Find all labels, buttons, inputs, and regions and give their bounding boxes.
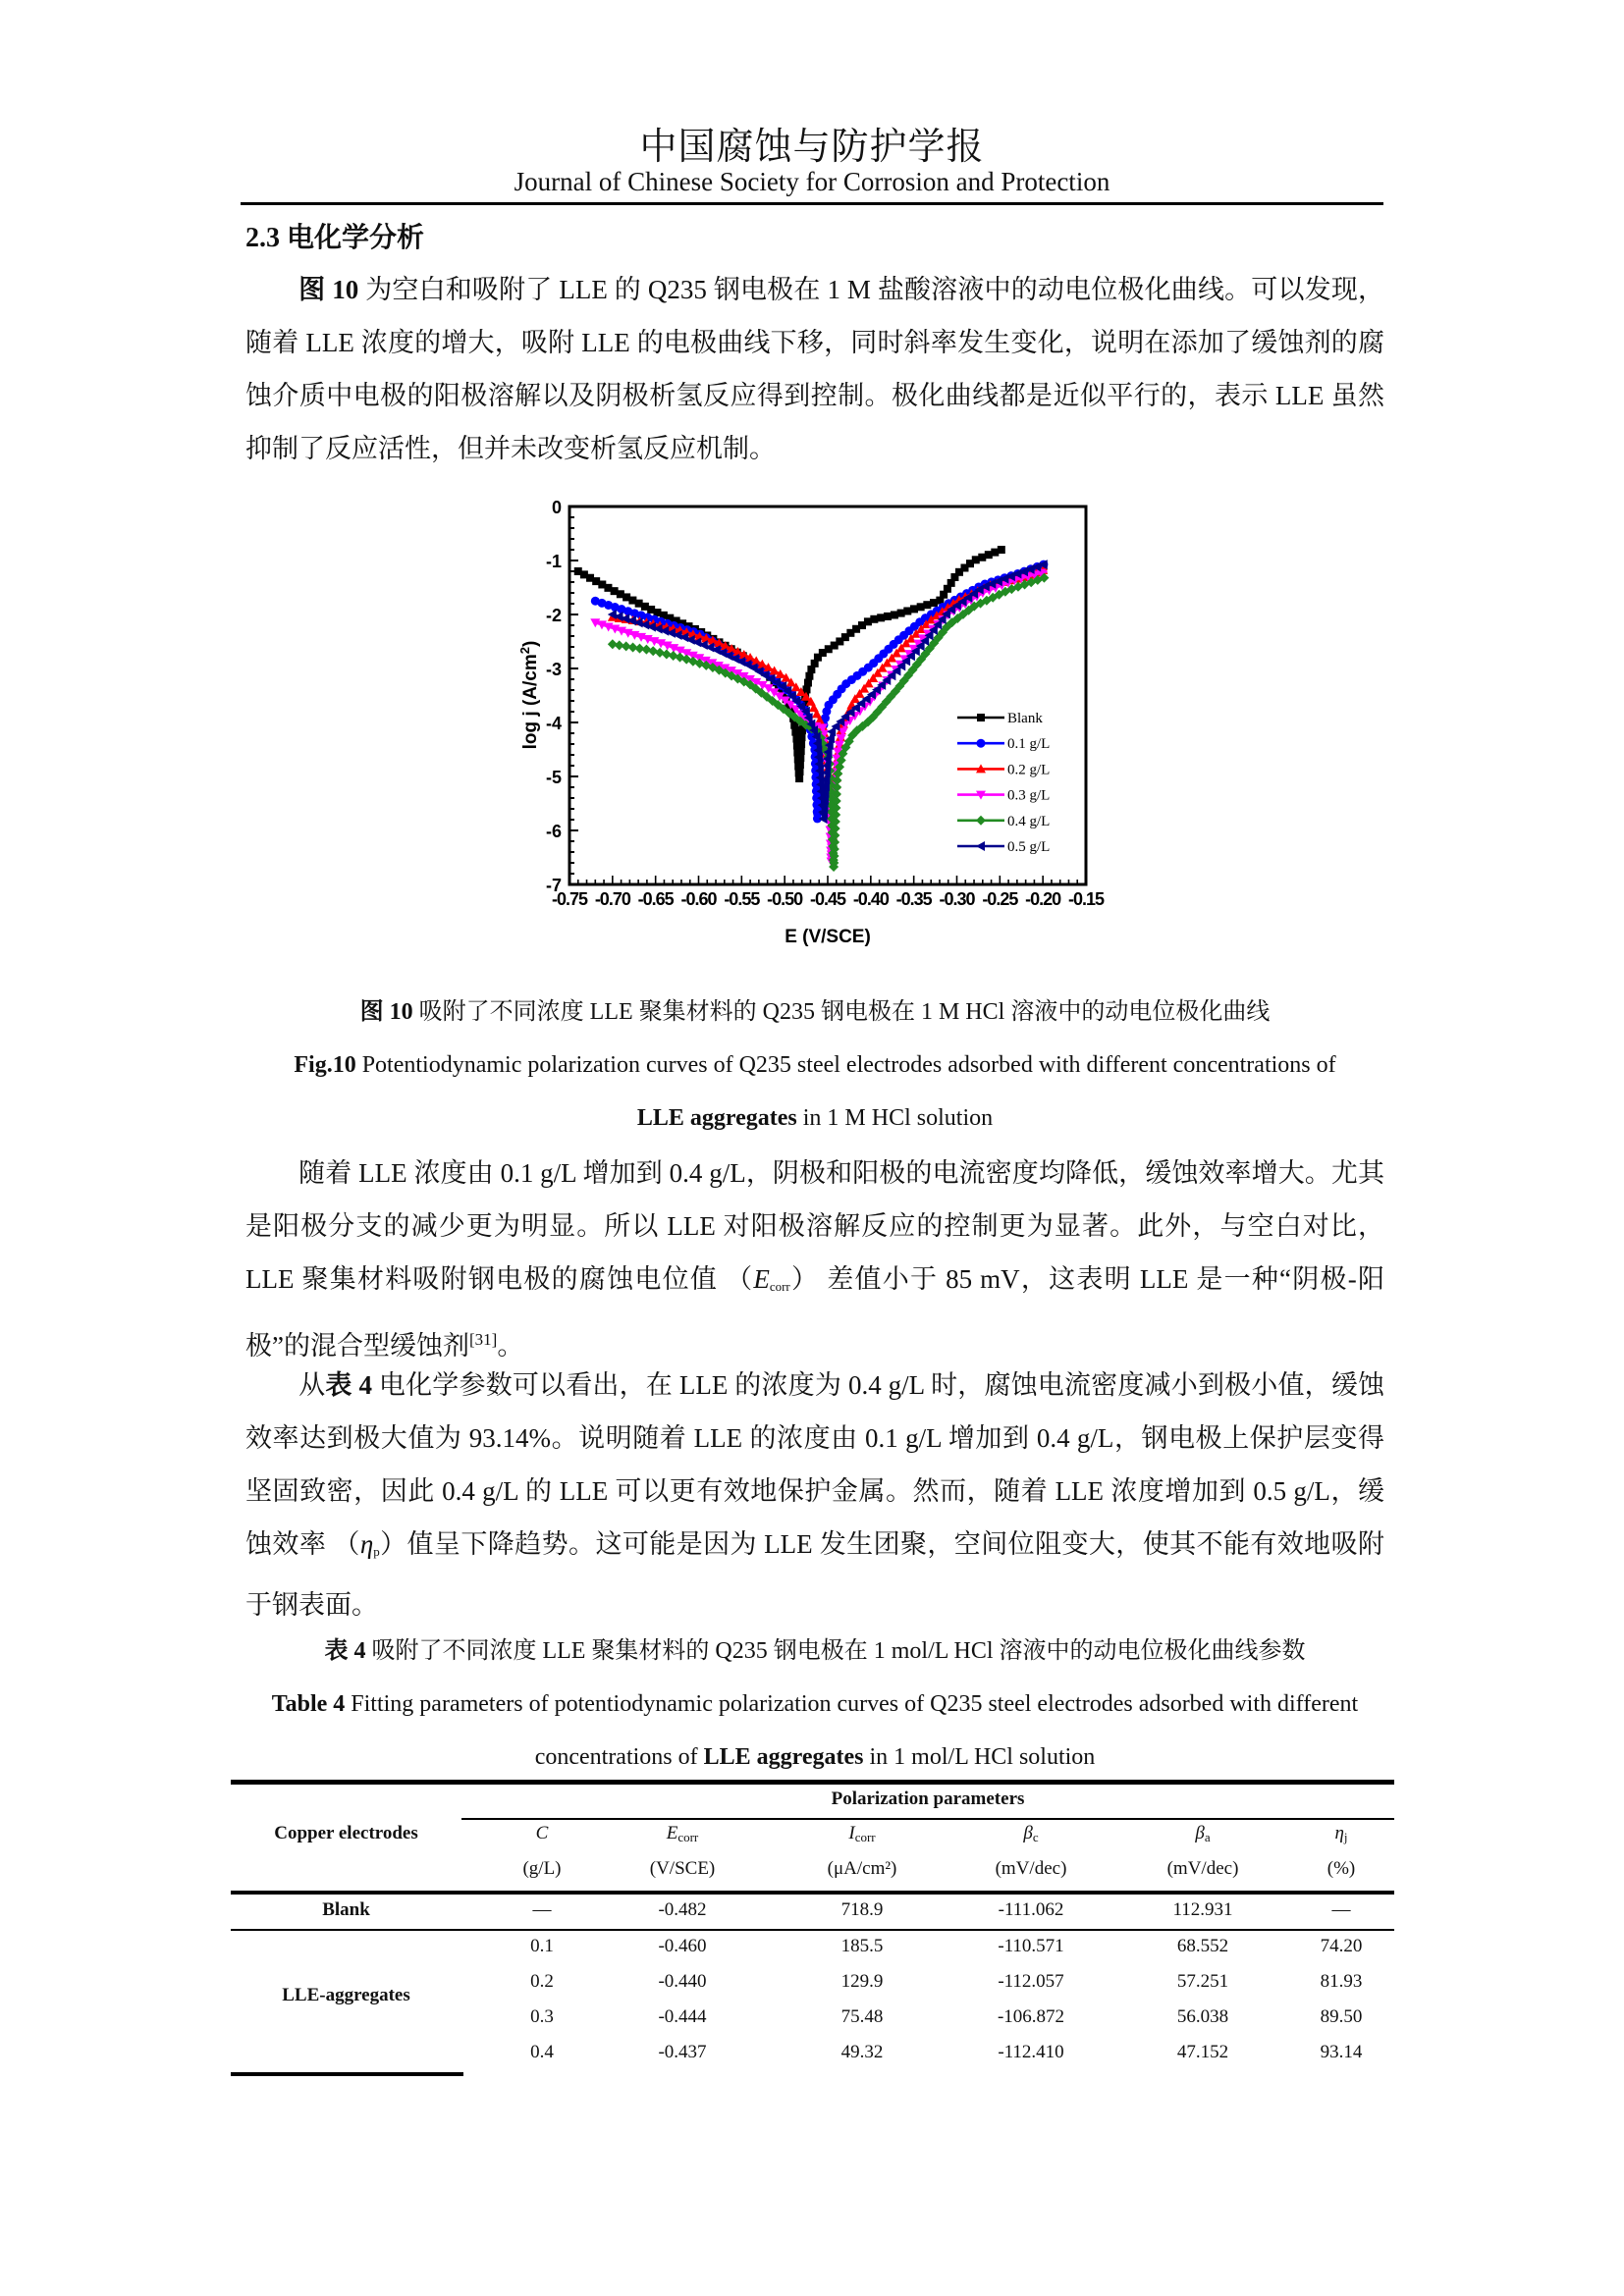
table-row-header: Copper electrodes xyxy=(274,1823,418,1843)
column-unit: (mV/dec) xyxy=(1166,1858,1239,1879)
table-group-rule xyxy=(461,1818,1394,1820)
table-cell: -0.444 xyxy=(658,2006,707,2027)
svg-text:-0.70: -0.70 xyxy=(594,889,630,909)
eta-symbol: η xyxy=(359,1529,374,1559)
figure-label-en: Fig.10 xyxy=(294,1052,356,1078)
column-symbol: β xyxy=(1023,1823,1033,1843)
column-subscript: j xyxy=(1343,1830,1348,1844)
table-caption-en-text-1: Fitting parameters of potentiodynamic polarization curves of Q235 steel electrodes adsorbed with different xyxy=(345,1691,1359,1717)
table-cell: — xyxy=(532,1899,552,1920)
table-cell: 75.48 xyxy=(840,2006,884,2027)
paragraph-2-text-1: 随着 LLE 浓度由 0.1 g/L 增加到 0.4 g/L，阴极和阳极的电流密度均降低，缓蚀效率增大。尤其是阳极分支的减少更为明显。所以 LLE 对阳极溶解反应的控制更为显著。此外，与空白对比，LLE 聚集材料吸附钢电极的腐蚀电位值 （ xyxy=(245,1158,1384,1294)
header-rule xyxy=(241,202,1383,205)
figure-caption-en xyxy=(236,1039,1394,1092)
table-caption-cn-text: 吸附了不同浓度 LLE 聚集材料的 Q235 钢电极在 1 mol/L HCl 溶液中的动电位极化曲线参数 xyxy=(365,1638,1306,1664)
svg-text:-5: -5 xyxy=(545,768,562,787)
column-unit: (mV/dec) xyxy=(995,1858,1067,1879)
table-group-header: Polarization parameters xyxy=(831,1789,1025,1809)
table-cell: 0.4 xyxy=(530,2042,554,2062)
table-caption-en-text-2b: in 1 mol/L HCl solution xyxy=(863,1744,1096,1770)
svg-text:-0.20: -0.20 xyxy=(1025,889,1061,909)
svg-text:-0.45: -0.45 xyxy=(809,889,846,909)
section-title: 2.3 电化学分析 xyxy=(245,223,425,253)
journal-title-en: Journal of Chinese Society for Corrosion and Protection xyxy=(514,167,1110,196)
column-unit: (V/SCE) xyxy=(649,1858,716,1879)
column-header xyxy=(943,1823,1119,1845)
table-cell: 81.93 xyxy=(1320,1971,1363,1992)
table-cell: -0.482 xyxy=(658,1899,707,1920)
table-blank-rule xyxy=(231,1929,1394,1931)
svg-text:0.5 g/L: 0.5 g/L xyxy=(1007,839,1051,855)
table-cell: 718.9 xyxy=(840,1899,884,1920)
table-cell: 0.2 xyxy=(530,1971,554,1992)
table-caption-en-bold: LLE aggregates xyxy=(703,1744,864,1770)
svg-text:-0.60: -0.60 xyxy=(680,889,717,909)
row-label: Blank xyxy=(322,1899,370,1920)
table-bottom-rule xyxy=(231,2072,463,2076)
table-label-cn: 表 4 xyxy=(324,1638,366,1664)
table-top-rule xyxy=(231,1780,1394,1785)
column-symbol: η xyxy=(1334,1823,1344,1843)
figure-caption-cn-text: 吸附了不同浓度 LLE 聚集材料的 Q235 钢电极在 1 M HCl 溶液中的动电位极化曲线 xyxy=(412,999,1271,1025)
table-caption-en-text-2a: concentrations of xyxy=(534,1744,704,1770)
series-blank xyxy=(574,546,1005,782)
column-unit: (g/L) xyxy=(522,1858,562,1879)
svg-text:-0.50: -0.50 xyxy=(767,889,803,909)
table-cell: -112.057 xyxy=(998,1971,1064,1992)
column-subscript: a xyxy=(1204,1830,1211,1844)
table-cell: 129.9 xyxy=(840,1971,884,1992)
svg-text:-2: -2 xyxy=(545,606,562,625)
svg-text:0.1 g/L: 0.1 g/L xyxy=(1007,736,1051,753)
table-cell: 49.32 xyxy=(840,2042,884,2062)
svg-text:-3: -3 xyxy=(545,660,562,679)
column-subscript: c xyxy=(1032,1830,1039,1844)
paragraph-1 xyxy=(245,263,1384,475)
paragraph-2 xyxy=(245,1147,1384,1372)
table-cell: 112.931 xyxy=(1172,1899,1233,1920)
journal-title-cn: 中国腐蚀与防护学报 xyxy=(639,127,985,168)
figure-label-cn: 图 10 xyxy=(359,999,413,1025)
paragraph-3-text-0: 从 xyxy=(298,1370,326,1400)
svg-text:Blank: Blank xyxy=(1007,711,1043,726)
svg-text:0.4 g/L: 0.4 g/L xyxy=(1007,813,1051,829)
table-cell: 68.552 xyxy=(1176,1936,1229,1956)
svg-text:-0.35: -0.35 xyxy=(895,889,932,909)
figure-caption-cn xyxy=(236,986,1394,1039)
paragraph-3-text-1: 电化学参数可以看出，在 LLE 的浓度为 0.4 g/L 时，腐蚀电流密度减小到极小值，缓蚀效率达到极大值为 93.14%。说明随着 LLE 的浓度由 0.1 g/L 增加到 0.4 g/L，钢电极上保护层变得坚固致密，因此 0.4 g/L 的 LLE 可以更有效地保护金属。然而，随着 LLE 浓度增加到 0.5 g/L，缓蚀效率 （ xyxy=(245,1370,1385,1559)
legend-item xyxy=(957,788,1050,804)
x-axis-label: E (V/SCE) xyxy=(785,927,871,947)
svg-text:0.2 g/L: 0.2 g/L xyxy=(1007,762,1051,778)
paragraph-2-text-3: 。 xyxy=(497,1331,524,1361)
column-symbol: C xyxy=(535,1823,549,1843)
column-symbol: E xyxy=(666,1823,678,1843)
table-caption xyxy=(236,1625,1394,1784)
svg-text:-7: -7 xyxy=(545,876,562,895)
chart-canvas xyxy=(491,481,1139,972)
table-cell: 0.1 xyxy=(530,1936,554,1956)
paragraph-2-text-2: ） 差值小于 85 mV，这表明 LLE 是一种“阴极-阳极”的混合型缓蚀剂 xyxy=(245,1264,1384,1361)
legend-item xyxy=(957,814,1050,829)
table-cell: -112.410 xyxy=(998,2042,1064,2062)
legend-item xyxy=(957,736,1050,752)
svg-text:-0.65: -0.65 xyxy=(637,889,674,909)
figure-caption-en-text-2: in 1 M HCl solution xyxy=(796,1105,994,1131)
table-group-label: LLE-aggregates xyxy=(282,1985,410,2005)
table-caption-en-line2 xyxy=(236,1731,1394,1784)
table-label-en: Table 4 xyxy=(271,1691,346,1717)
series-layer xyxy=(574,546,1050,872)
table-caption-cn xyxy=(236,1625,1394,1678)
svg-text:-0.75: -0.75 xyxy=(551,889,588,909)
table-cell: -0.460 xyxy=(658,1936,707,1956)
table-cell: 89.50 xyxy=(1320,2006,1363,2027)
y-axis-label: log j $(A/cm^2)$ xyxy=(517,640,541,750)
svg-text:-6: -6 xyxy=(545,822,562,841)
svg-text:-0.55: -0.55 xyxy=(724,889,760,909)
x-axis xyxy=(552,876,1105,909)
table-cell: -0.437 xyxy=(658,2042,707,2062)
table-cell: 74.20 xyxy=(1320,1936,1363,1956)
svg-text:-1: -1 xyxy=(545,552,562,571)
legend-item xyxy=(957,711,1043,726)
series-0-5-g-l xyxy=(608,560,1051,824)
paragraph-3 xyxy=(245,1359,1384,1631)
figure-caption-en-bold: LLE aggregates xyxy=(636,1105,797,1131)
column-header xyxy=(594,1823,771,1845)
figure-reference: 图 10 xyxy=(298,275,359,304)
column-header xyxy=(774,1823,950,1845)
table-cell: 185.5 xyxy=(840,1936,884,1956)
table-cell: -111.062 xyxy=(998,1899,1064,1920)
figure-caption xyxy=(236,986,1394,1145)
figure-caption-en-line2 xyxy=(236,1092,1394,1145)
svg-text:-0.40: -0.40 xyxy=(852,889,889,909)
ecorr-subscript: corr xyxy=(769,1279,790,1294)
ecorr-symbol: E xyxy=(753,1264,770,1294)
chart-legend xyxy=(957,711,1050,855)
column-symbol: β xyxy=(1195,1823,1205,1843)
table-reference: 表 4 xyxy=(325,1370,372,1400)
column-symbol: I xyxy=(848,1823,855,1843)
column-subscript: corr xyxy=(854,1830,876,1844)
svg-text:0.3 g/L: 0.3 g/L xyxy=(1007,787,1051,804)
svg-text:-0.15: -0.15 xyxy=(1067,889,1105,909)
y-axis xyxy=(546,498,578,895)
polarization-chart xyxy=(491,481,1139,972)
table-cell: -110.571 xyxy=(998,1936,1064,1956)
table-cell: 0.3 xyxy=(530,2006,554,2027)
figure-caption-en-text-1: Potentiodynamic polarization curves of Q235 steel electrodes adsorbed with different concentrations of xyxy=(355,1052,1336,1078)
table-cell: 56.038 xyxy=(1176,2006,1229,2027)
svg-text:-0.30: -0.30 xyxy=(939,889,975,909)
paragraph-3-text-2: ）值呈下降趋势。这可能是因为 LLE 发生团聚，空间位阻变大，使其不能有效地吸附于钢表面。 xyxy=(245,1529,1385,1620)
table-cell: -0.440 xyxy=(658,1971,707,1992)
column-unit: (μA/cm²) xyxy=(827,1858,897,1879)
table-cell: — xyxy=(1331,1899,1351,1920)
svg-text:-0.25: -0.25 xyxy=(982,889,1018,909)
svg-text:0: 0 xyxy=(551,498,562,517)
column-subscript: corr xyxy=(677,1830,699,1844)
eta-subscript: p xyxy=(373,1544,380,1559)
legend-item xyxy=(957,839,1050,855)
table-cell: -106.872 xyxy=(997,2006,1065,2027)
column-header xyxy=(1253,1823,1430,1845)
column-unit: (%) xyxy=(1326,1858,1356,1879)
legend-item xyxy=(957,762,1050,777)
table-header-rule xyxy=(231,1891,1394,1895)
paragraph-1-text: 为空白和吸附了 LLE 的 Q235 钢电极在 1 M 盐酸溶液中的动电位极化曲线。可以发现，随着 LLE 浓度的增大，吸附 LLE 的电极曲线下移，同时斜率发生变化，说明在添加了缓蚀剂的腐蚀介质中电极的阳极溶解以及阴极析氢反应得到控制。极化曲线都是近似平行的，表示 LLE 虽然抑制了反应活性，但并未改变析氢反应机制。 xyxy=(245,275,1385,463)
svg-text:-4: -4 xyxy=(545,714,562,733)
table-cell: 93.14 xyxy=(1320,2042,1363,2062)
table-cell: 47.152 xyxy=(1176,2042,1229,2062)
table-caption-en xyxy=(236,1678,1394,1731)
citation-ref: [31] xyxy=(468,1330,498,1349)
table-cell: 57.251 xyxy=(1176,1971,1229,1992)
